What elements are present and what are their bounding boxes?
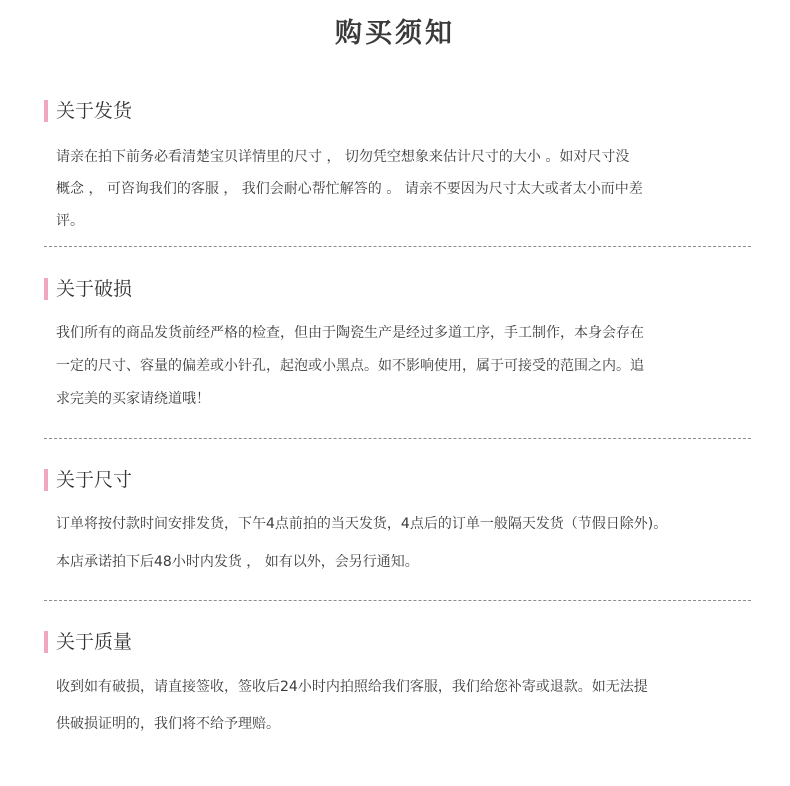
quality-text-line-1: 收到如有破损，请直接签收，签收后24小时内拍照给我们客服，我们给您补寄或退款。如无法提 <box>56 679 648 695</box>
accent-bar <box>44 100 48 122</box>
section-divider <box>44 438 751 439</box>
page-header <box>0 14 790 54</box>
section-divider <box>44 600 751 601</box>
page-title <box>333 14 457 54</box>
section-divider <box>44 246 751 247</box>
section-title-damage: 关于破损 <box>56 278 133 300</box>
size-text-line-2: 本店承诺拍下后48小时内发货 ， 如有以外，会另行通知。 <box>56 554 419 570</box>
accent-bar <box>44 278 48 300</box>
section-title-shipping: 关于发货 <box>56 100 133 122</box>
damage-text-line-1: 我们所有的商品发货前经严格的检查，但由于陶瓷生产是经过多道工序，手工制作，本身会存在 <box>56 325 644 341</box>
section-heading <box>44 277 132 301</box>
damage-text-line-3: 求完美的买家请绕道哦！ <box>56 391 210 407</box>
section-title-size: 关于尺寸 <box>56 469 133 491</box>
damage-text-line-2: 一定的尺寸、容量的偏差或小针孔，起泡或小黑点。如不影响使用，属于可接受的范围之内。追 <box>56 358 644 374</box>
accent-bar <box>44 469 48 491</box>
section-heading <box>44 630 132 654</box>
section-heading <box>44 468 132 492</box>
shipping-text-line-1: 请亲在拍下前务必看清楚宝贝详情里的尺寸 ， 切勿凭空想象来估计尺寸的大小 。如对尺寸没 <box>56 149 630 165</box>
shipping-text-line-3: 评。 <box>56 213 84 229</box>
quality-text-line-2: 供破损证明的，我们将不给予理赔。 <box>56 716 280 732</box>
page-title-text: 购买须知 <box>335 18 455 49</box>
section-heading <box>44 99 132 123</box>
section-title-quality: 关于质量 <box>56 631 133 653</box>
shipping-text-line-2: 概念 ， 可咨询我们的客服 ， 我们会耐心帮忙解答的 。 请亲不要因为尺寸太大或者太小而中差 <box>56 181 643 197</box>
size-text-line-1: 订单将按付款时间安排发货，下午4点前拍的当天发货，4点后的订单一般隔天发货（节假日除外)。 <box>56 516 668 532</box>
accent-bar <box>44 631 48 653</box>
